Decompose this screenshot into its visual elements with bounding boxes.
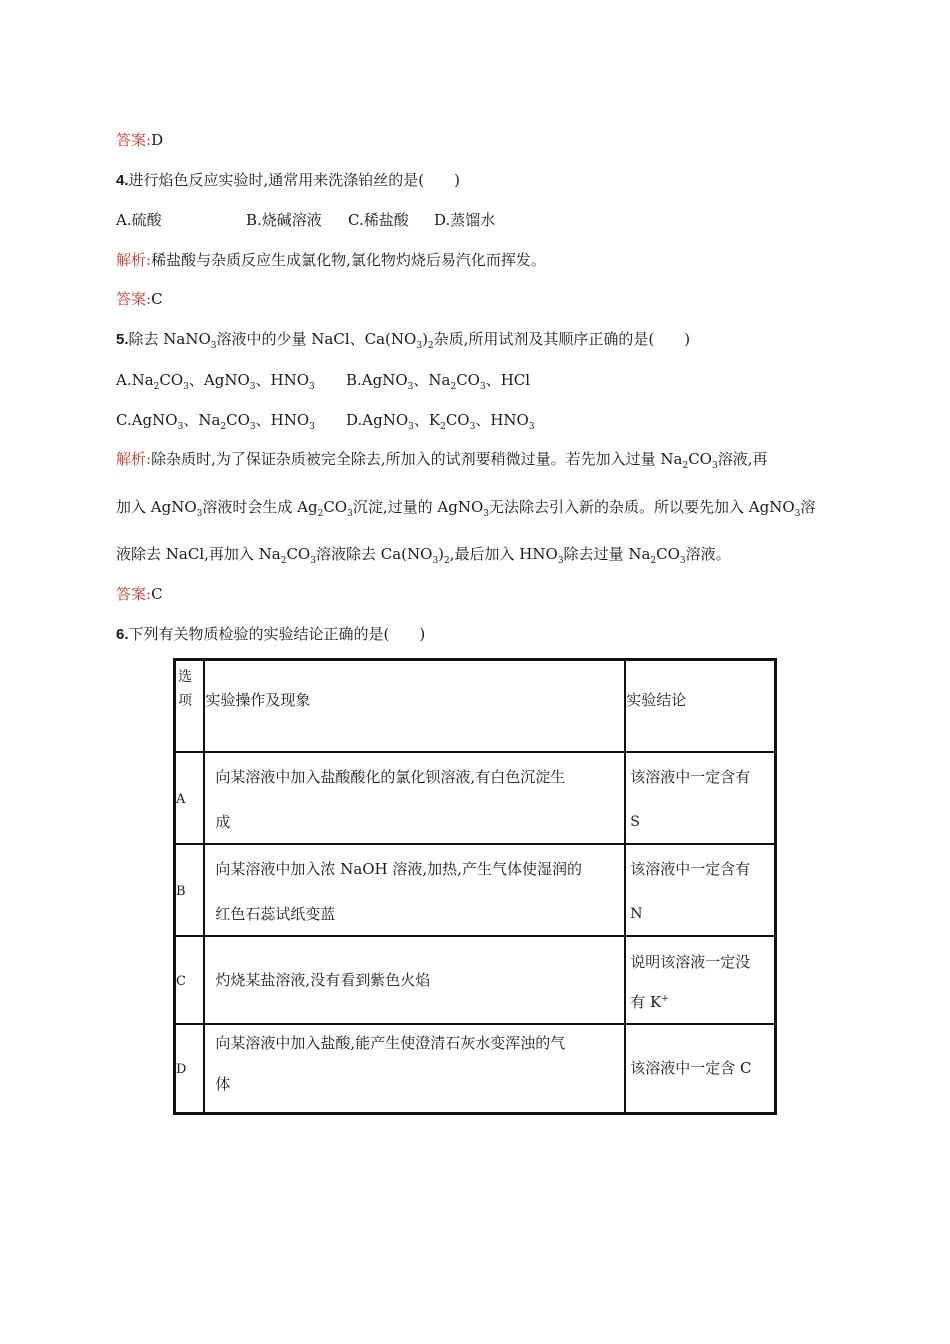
subscript: 2 [450,382,457,392]
subscript: 3 [416,341,423,351]
superscript: + [661,993,669,1004]
analysis-text: CO [323,498,348,516]
analysis-label: 解析: [116,450,152,468]
q5-number: 5. [116,331,129,348]
subscript: 3 [347,509,353,519]
answer-label: 答案: [116,131,152,149]
operation-text: 红色石蕊试纸变蓝 [215,904,336,923]
formula-part: 、AgNO [188,371,250,389]
subscript: 3 [408,422,414,432]
q6-stem-text: 下列有关物质检验的实验结论正确的是( ) [128,625,426,643]
conclusion-cell [625,752,775,844]
subscript: 3 [432,556,439,566]
answer-label: 答案: [116,290,152,308]
option-letter: D [176,1062,187,1078]
q5-stem [116,329,690,350]
subscript: 2 [682,461,689,471]
subscript: 2 [153,382,160,392]
analysis-text: CO [656,545,680,563]
formula-part: CO [226,411,250,429]
subscript: 3 [310,556,316,566]
analysis-text: 溶液。 [685,545,731,563]
option-letter: C [176,973,186,989]
analysis-text: 溶 [800,498,816,516]
q4-stem-text: 进行焰色反应实验时,通常用来洗涤铂丝的是( ) [128,171,460,189]
operation-cell [204,752,625,844]
formula-part: CO [159,371,184,389]
subscript: 3 [210,341,217,351]
analysis-text: 溶液除去 Ca(NO [315,545,433,563]
analysis-text: 除去过量 Na [563,545,651,563]
formula-part: 、K [413,411,441,429]
table-row [175,844,776,936]
formula-part: D.AgNO [346,411,409,429]
q4-option-a: A.硫酸 [116,211,162,229]
formula-part: 、HNO [255,371,310,389]
formula-part: CO [456,371,480,389]
subscript: 2 [220,422,227,432]
analysis-text: ) [438,545,445,563]
table-row [175,1024,776,1114]
header-text: 项 [178,693,192,709]
formula-part: A.Na [116,371,154,389]
option-cell [175,844,205,936]
operation-text: 成 [215,812,231,831]
q4-option-b: B.烧碱溶液 [246,211,322,229]
analysis-text: 加入 AgNO [116,498,197,516]
answer-value: C [151,290,163,308]
q5-analysis-line-1 [116,449,767,469]
subscript: 3 [794,509,801,519]
analysis-text: ,最后加入 HNO [449,545,558,563]
header-option-cell [175,660,205,752]
subscript: 3 [528,422,535,432]
q6-stem [116,624,425,645]
conclusion-text: 该溶液中一定含有 [630,859,751,878]
operation-text: 向某溶液中加入盐酸酸化的氯化钡溶液,有白色沉淀生 [215,767,566,786]
subscript: 2 [440,422,446,432]
subscript: 2 [444,556,450,566]
subscript: 2 [650,556,657,566]
subscript: 2 [317,509,324,519]
conclusion-text: 有 K [630,992,662,1011]
q6-table [173,658,777,1115]
operation-cell [204,844,625,936]
formula-part: 、HNO [255,411,310,429]
operation-cell [204,936,625,1024]
operation-text: 向某溶液中加入盐酸,能产生使澄清石灰水变浑浊的气 [215,1034,566,1053]
q5-option-b [346,370,530,390]
subscript: 2 [427,341,434,351]
q4-number: 4. [116,172,129,189]
subscript: 3 [469,422,476,432]
header-text: 实验操作及现象 [205,691,311,709]
subscript: 3 [309,422,315,432]
option-cell [175,936,205,1024]
analysis-text: 无法除去引入新的杂质。所以要先加入 AgNO [488,498,795,516]
q5-analysis-line-3 [116,544,731,564]
header-conclusion-cell [625,660,775,752]
formula-part: B.AgNO [346,371,408,389]
q5-option-a [116,370,315,390]
q5-stem-part: 除去 NaNO [128,330,211,348]
q5-stem-part: 溶液中的少量 NaCl、Ca(NO [216,330,417,348]
conclusion-text: S [630,813,640,830]
q4-analysis [116,250,546,270]
conclusion-cell [625,936,775,1024]
conclusion-cell [625,1024,775,1114]
operation-cell [204,1024,625,1114]
subscript: 3 [711,461,718,471]
header-text: 实验结论 [626,691,687,709]
analysis-text: 溶液,再 [717,450,768,468]
option-letter: B [176,883,186,899]
subscript: 3 [177,422,184,432]
analysis-text: 沉淀,过量的 AgNO [352,498,484,516]
q5-answer [116,584,163,604]
conclusion-cell [625,844,775,936]
analysis-text: 液除去 NaCl,再加入 Na [116,545,281,563]
q4-option-d: D.蒸馏水 [434,211,496,229]
subscript: 3 [679,556,686,566]
subscript: 3 [249,382,256,392]
q5-option-d [346,410,535,430]
subscript: 3 [183,382,189,392]
subscript: 2 [280,556,287,566]
formula-part: 、HCl [485,371,531,389]
analysis-text: CO [688,450,712,468]
q6-number: 6. [116,626,129,643]
analysis-label: 解析: [116,251,152,269]
q4-answer [116,289,163,309]
table-row [175,752,776,844]
answer-value: C [151,585,163,603]
option-letter: A [176,791,186,807]
subscript: 3 [407,382,414,392]
q4-option-c: C.稀盐酸 [348,211,409,229]
formula-part: 、HNO [475,411,529,429]
header-text: 选 [178,669,192,685]
analysis-text: 溶液时会生成 Ag [202,498,318,516]
formula-part: CO [445,411,470,429]
q5-analysis-line-2 [116,497,815,517]
table-row [175,936,776,1024]
subscript: 3 [557,556,564,566]
subscript: 3 [309,382,315,392]
subscript: 3 [196,509,203,519]
q4-stem [116,170,460,191]
conclusion-text: N [630,905,643,922]
formula-part: 、Na [183,411,221,429]
formula-part: 、Na [413,371,451,389]
q4-analysis-text: 稀盐酸与杂质反应生成氯化物,氯化物灼烧后易汽化而挥发。 [151,251,546,269]
option-cell [175,1024,205,1114]
q5-option-c [116,410,315,430]
conclusion-text: 说明该溶液一定没 [630,952,751,971]
table-header-row [175,660,776,752]
operation-text: 灼烧某盐溶液,没有看到紫色火焰 [215,970,431,989]
analysis-text: CO [286,545,311,563]
operation-text: 向某溶液中加入浓 NaOH 溶液,加热,产生气体使湿润的 [215,859,582,878]
subscript: 3 [483,509,489,519]
answer-label: 答案: [116,585,152,603]
option-cell [175,752,205,844]
q5-stem-part: 杂质,所用试剂及其顺序正确的是( ) [433,330,691,348]
subscript: 3 [479,382,486,392]
operation-text: 体 [215,1075,231,1094]
prev-answer [116,130,163,150]
formula-part: C.AgNO [116,411,178,429]
answer-value: D [151,131,164,149]
subscript: 3 [249,422,256,432]
header-operation-cell [204,660,625,752]
conclusion-text: 该溶液中一定含有 [630,767,751,786]
q5-stem-part: ) [422,330,428,348]
conclusion-text: 该溶液中一定含 C [630,1059,752,1078]
analysis-text: 除杂质时,为了保证杂质被完全除去,所加入的试剂要稍微过量。若先加入过量 Na [151,450,683,468]
